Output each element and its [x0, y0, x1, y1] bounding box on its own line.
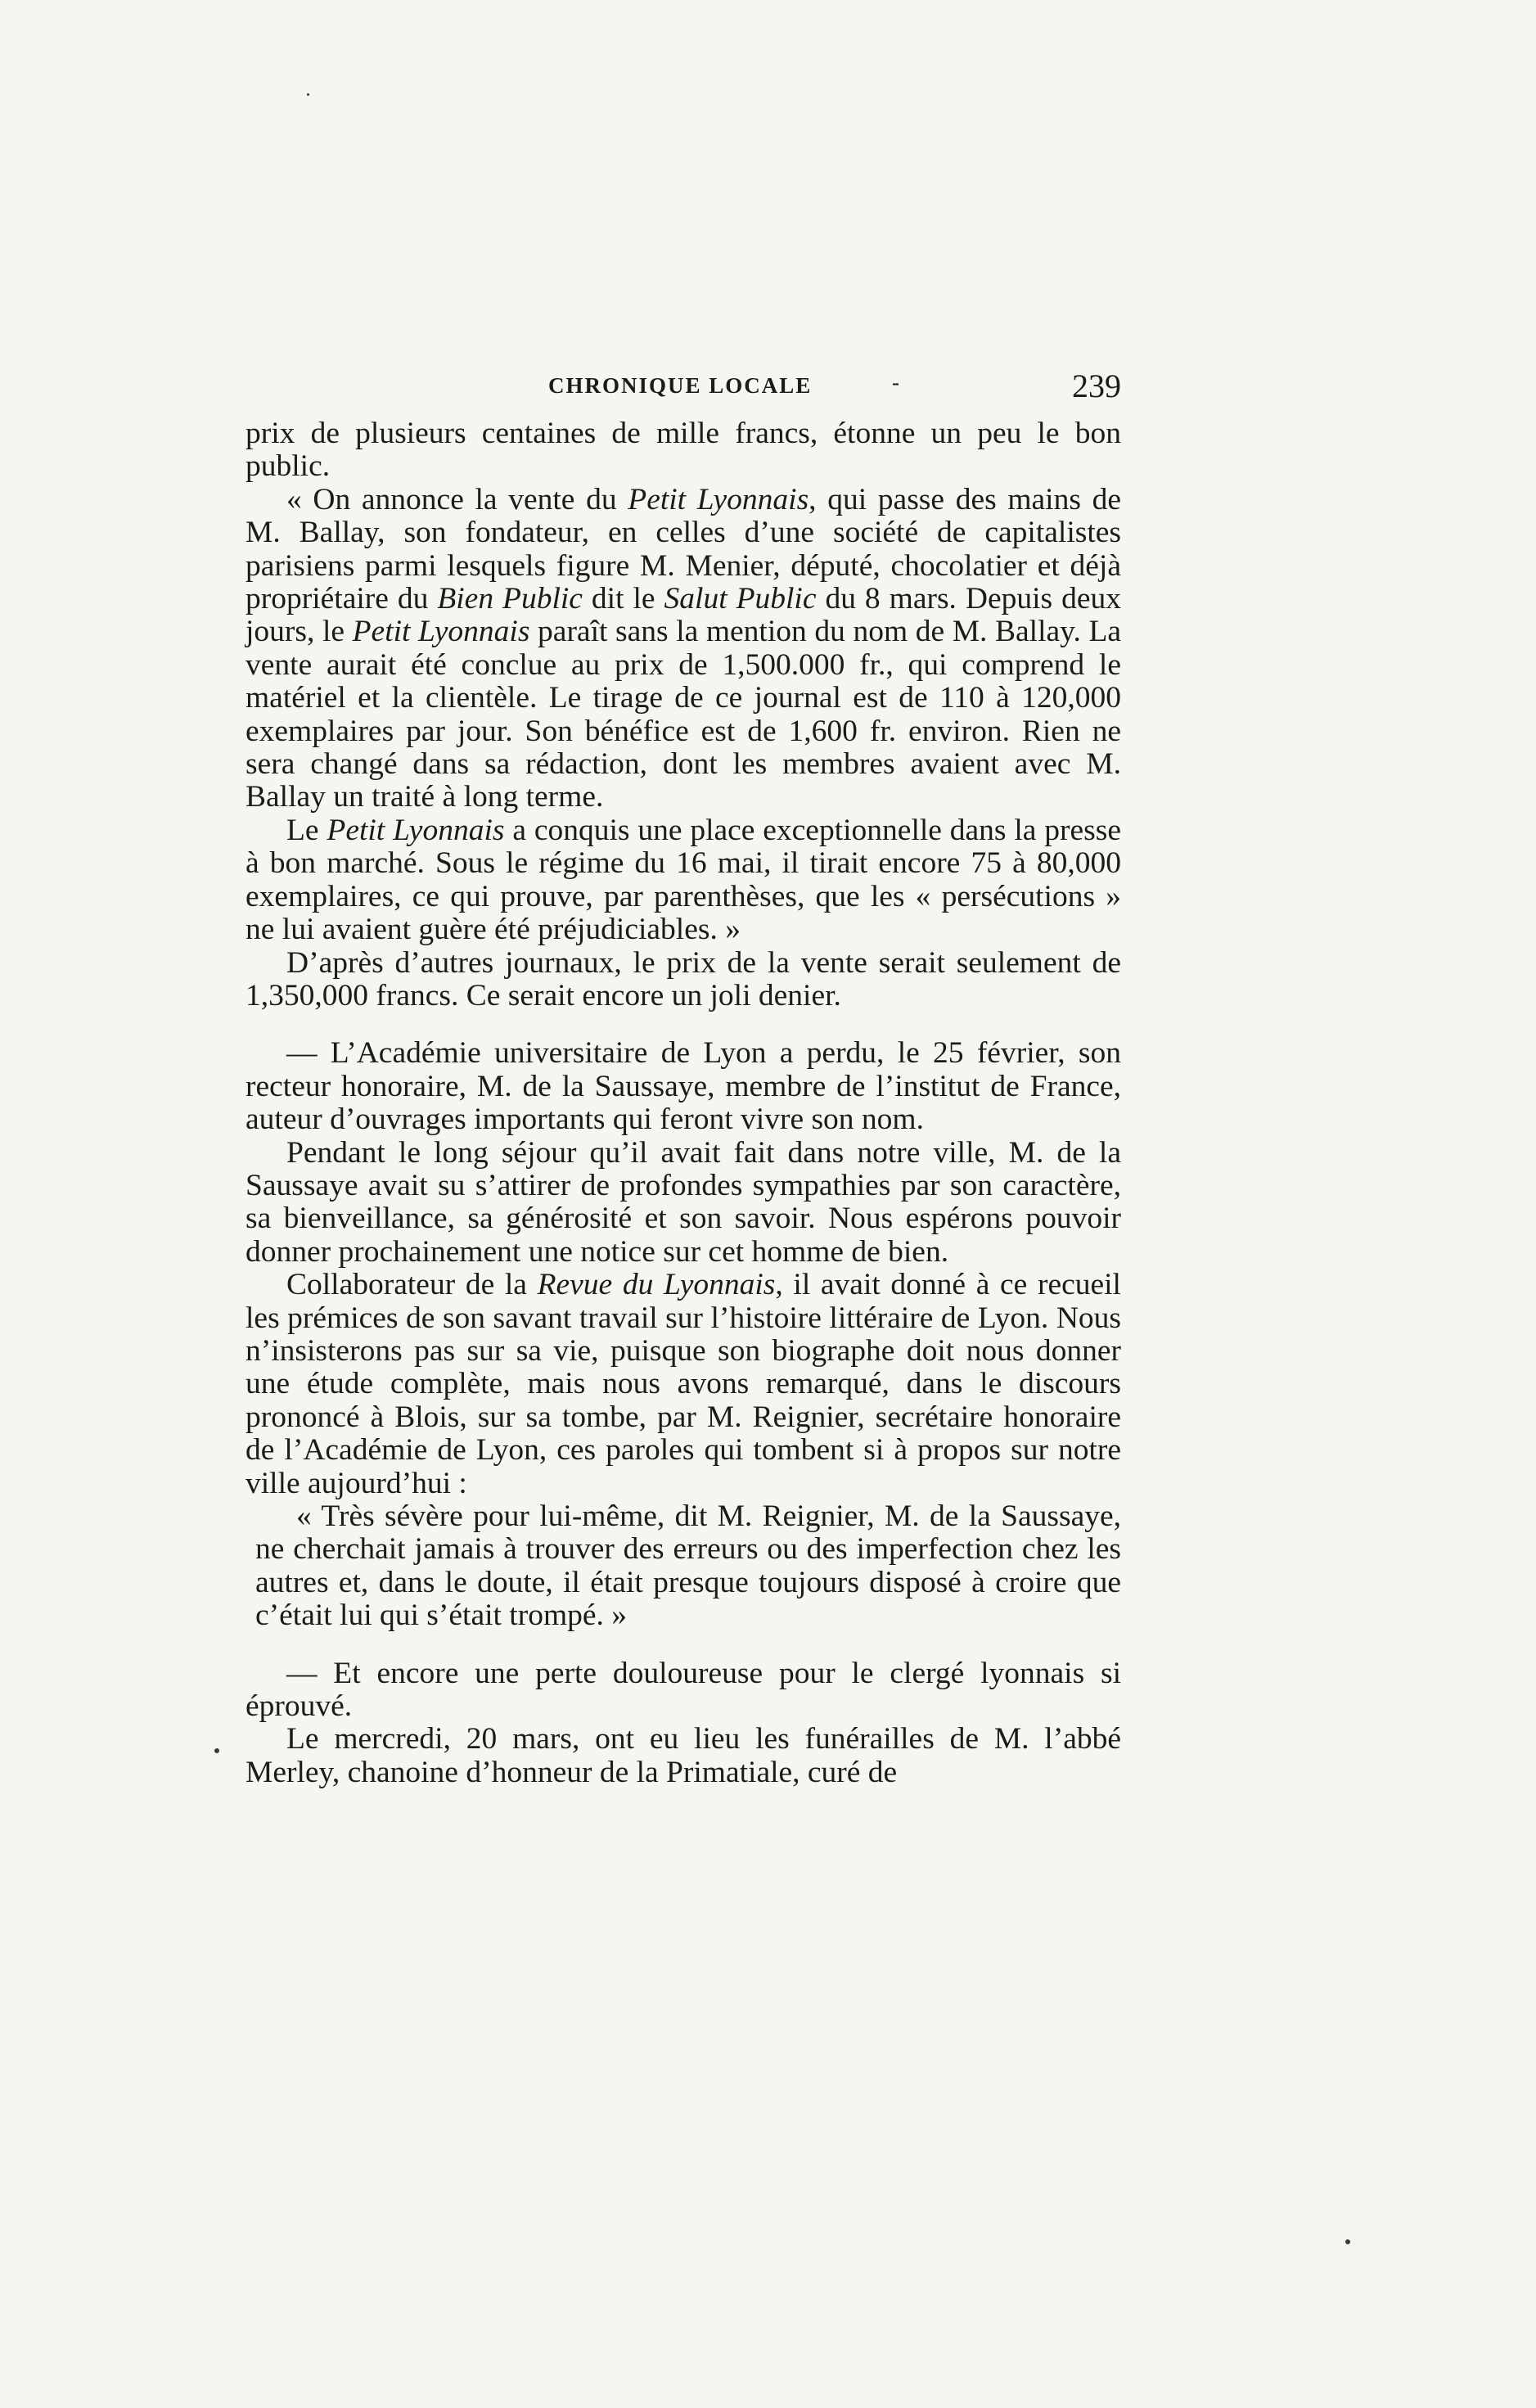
paragraph-4 [245, 947, 1121, 1013]
paragraph-3 [245, 814, 1121, 947]
text-run: « Très sévère pour lui-même, dit M. Reignier, M. de la Saussaye, ne cherchait jamais à trouver des erreurs ou des imperfection chez les autres et, dans le doute, il était presque toujours disposé à croire que c’était lui qui s’était trompé. » [255, 1499, 1121, 1633]
text-run: prix de plusieurs centaines de mille francs, étonne un peu le bon public. [245, 417, 1121, 484]
paragraph-10 [245, 1723, 1121, 1789]
paragraph-9 [245, 1657, 1121, 1724]
text-run: , il avait donné à ce recueil les prémices de son savant travail sur l’histoire littéraire de Lyon. Nous n’insisterons pas sur sa vie, puisque son biographe doit nous donner une étude complète, mais nous avons remarqué, dans le discours prononcé à Blois, sur sa tombe, par M. Reignier, secrétaire honoraire de l’Académie de Lyon, ces paroles qui tombent si à propos sur notre ville aujourd’hui : [245, 1268, 1121, 1500]
page-number: 239 [1072, 368, 1121, 404]
paragraph-5 [245, 1037, 1121, 1136]
ink-speck [214, 1748, 219, 1753]
italic-title: Petit Lyonnais [628, 482, 809, 516]
text-run: dit le [582, 582, 664, 616]
text-run: Collaborateur de la [286, 1268, 538, 1302]
text-run: Le mercredi, 20 mars, ont eu lieu les funérailles de M. l’abbé Merley, chanoine d’honneur de la Primatiale, curé de [245, 1722, 1121, 1789]
paragraph-7 [245, 1269, 1121, 1500]
text-run: Le [286, 813, 327, 847]
paragraph-8-quote [245, 1500, 1121, 1633]
paragraph-2 [245, 484, 1121, 814]
italic-title: Petit Lyonnais [352, 615, 530, 649]
header-dash: - [892, 370, 899, 395]
text-run: , qui passe des mains de M. Ballay, son fondateur, en celles d’une société de capitalistes parisiens parmi lesquels figure M. Menier, député, chocolatier et déjà propriétaire du [245, 482, 1121, 616]
text-run: — L’Académie universitaire de Lyon a perdu, le 25 février, son recteur honoraire, M. de la Saussaye, membre de l’institut de France, auteur d’ouvrages importants qui feront vivre son nom. [245, 1036, 1121, 1137]
ink-speck [1345, 2239, 1350, 2244]
italic-title: Salut Public [664, 582, 817, 616]
page-header [245, 367, 1121, 408]
text-run: Pendant le long séjour qu’il avait fait dans notre ville, M. de la Saussaye avait su s’attirer de profondes sympathies par son caractère, sa bienveillance, sa générosité et son savoir. Nous espérons pouvoir donner prochainement une notice sur cet homme de bien. [245, 1135, 1121, 1269]
text-run: — Et encore une perte douloureuse pour le clergé lyonnais si éprouvé. [245, 1656, 1121, 1724]
paragraph-6 [245, 1137, 1121, 1269]
body-text [245, 417, 1121, 1789]
text-run: « On annonce la vente du [286, 482, 628, 516]
text-run: a conquis une place exceptionnelle dans la presse à bon marché. Sous le régime du 16 mai, il tirait encore 75 à 80,000 exemplaires, ce qui prouve, par parenthèses, que les « persécutions » ne lui avaient guère été préjudiciables. » [245, 813, 1121, 947]
italic-title: Revue du Lyonnais [537, 1268, 776, 1302]
text-run: D’après d’autres journaux, le prix de la vente serait seulement de 1,350,000 francs. Ce serait encore un joli denier. [245, 945, 1121, 1012]
text-run: paraît sans la mention du nom de M. Ballay. La vente aurait été conclue au prix de 1,500.000 fr., qui comprend le matériel et la clientèle. Le tirage de ce journal est de 110 à 120,000 exemplaires par jour. Son bénéfice est de 1,600 fr. environ. Rien ne sera changé dans sa rédaction, dont les membres avaient avec M. Ballay un traité à long terme. [245, 615, 1121, 814]
running-title: CHRONIQUE LOCALE [548, 373, 813, 398]
ink-speck [307, 93, 309, 96]
text-run: du 8 mars. Depuis deux jours, le [245, 582, 1122, 649]
paragraph-1 [245, 417, 1121, 484]
italic-title: Bien Public [437, 582, 583, 616]
italic-title: Petit Lyonnais [327, 813, 505, 847]
